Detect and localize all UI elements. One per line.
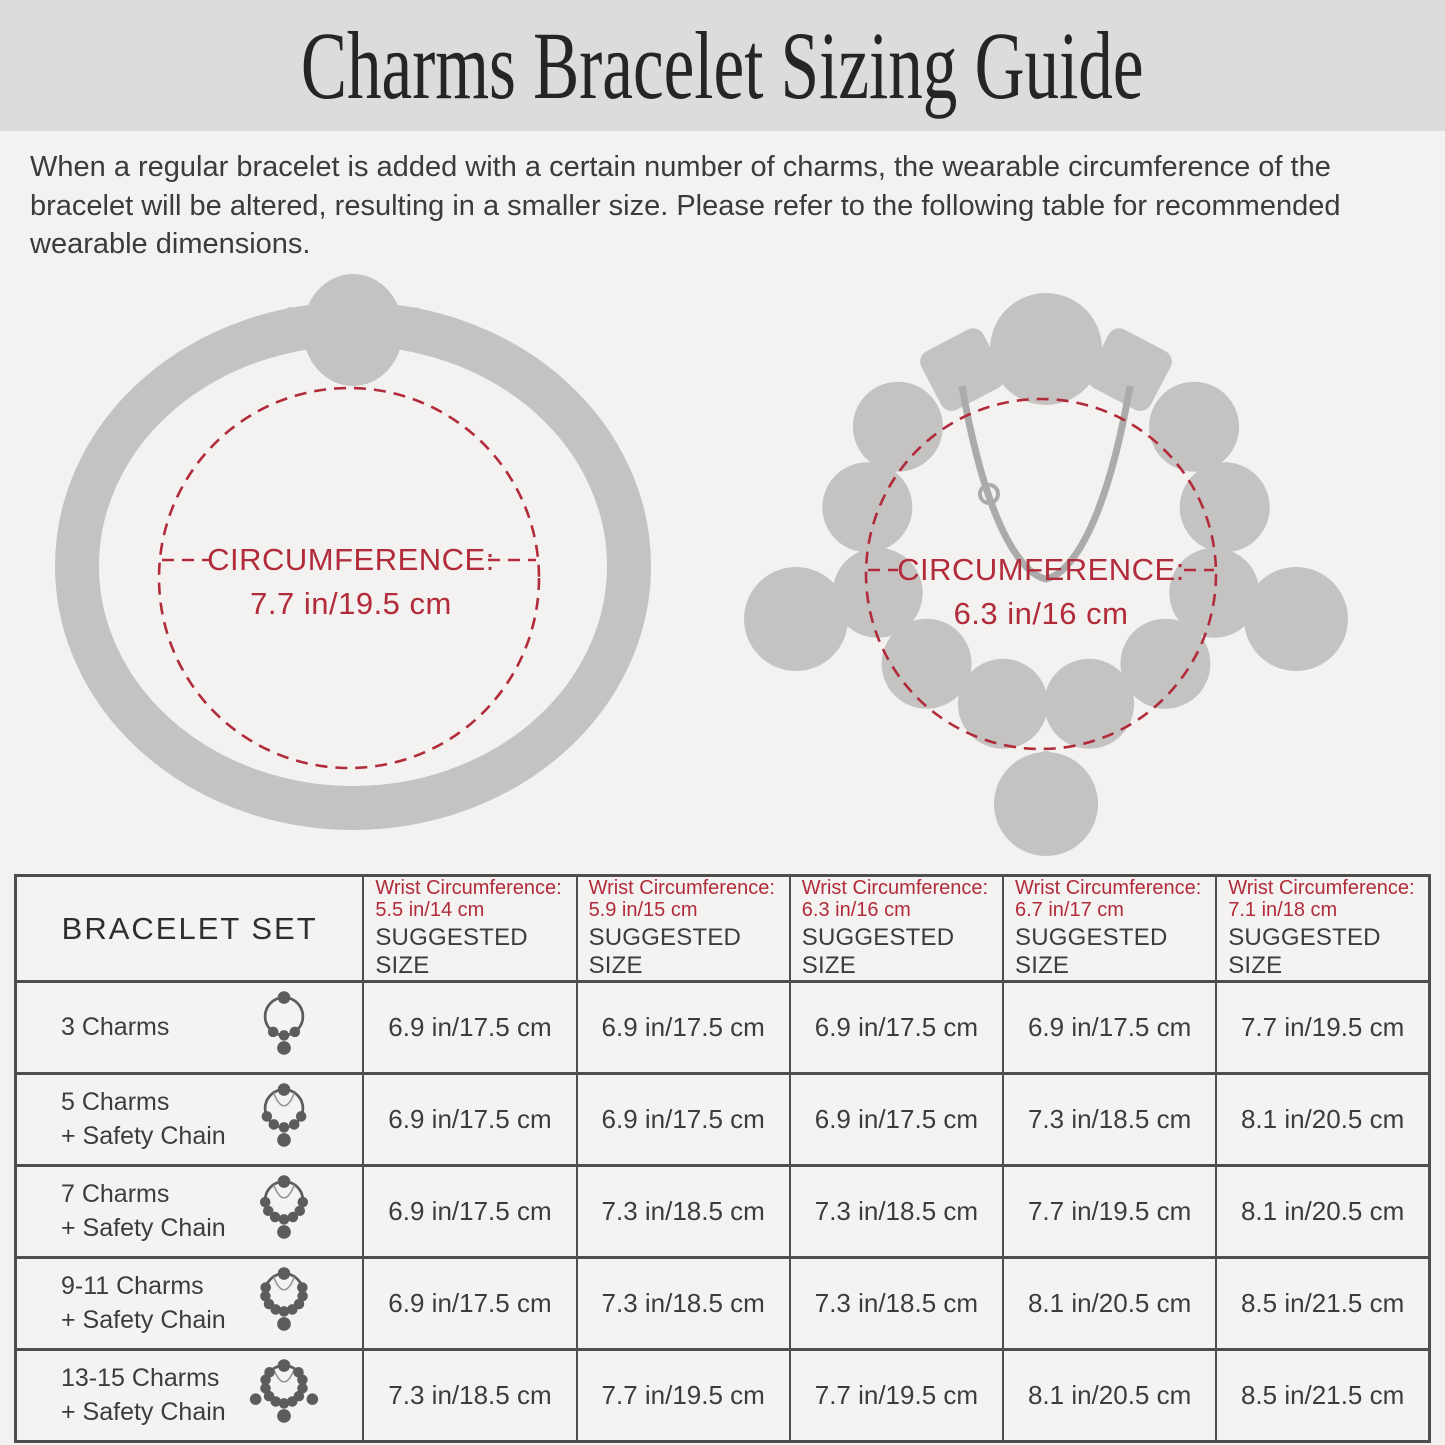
charm-bead (1120, 618, 1210, 708)
wrist-column-header (1003, 875, 1216, 982)
dangle-charm-right (1244, 567, 1348, 671)
bracelet-9-11-charms-safety-chain-icon (244, 1263, 324, 1345)
suggested-size-label: SUGGESTED SIZE (588, 924, 742, 980)
suggested-size-cell: 7.3 in/18.5 cm (577, 1166, 790, 1258)
suggested-size-cell: 7.7 in/19.5 cm (1216, 982, 1429, 1074)
row-label-group (61, 1270, 226, 1338)
suggested-size-cell: 8.1 in/20.5 cm (1216, 1074, 1429, 1166)
plain-bracelet-diagram (55, 274, 655, 834)
safety-chain-shape (962, 386, 1130, 579)
suggested-size-cell: 8.1 in/20.5 cm (1003, 1258, 1216, 1350)
suggested-size-cell: 8.5 in/21.5 cm (1216, 1258, 1429, 1350)
dangle-charm-bottom (994, 752, 1098, 856)
row-label: 5 Charms (61, 1088, 170, 1117)
wrist-circumference-label: Wrist Circumference: 6.7 in/17 cm (1015, 876, 1202, 922)
suggested-size-cell: 6.9 in/17.5 cm (363, 1074, 576, 1166)
suggested-size-cell: 6.9 in/17.5 cm (790, 1074, 1003, 1166)
charm-bead (1044, 658, 1134, 748)
suggested-size-cell: 6.9 in/17.5 cm (1003, 982, 1216, 1074)
suggested-size-label: SUGGESTED SIZE (375, 924, 528, 980)
row-label: 13-15 Charms (61, 1364, 220, 1393)
row-label-group (61, 1011, 169, 1045)
suggested-size-cell: 8.5 in/21.5 cm (1216, 1350, 1429, 1442)
diagrams-row (0, 270, 1445, 874)
suggested-size-label: SUGGESTED SIZE (801, 924, 955, 980)
bracelet-set-cell (16, 1258, 364, 1350)
bracelet-7-charms-safety-chain-icon (244, 1171, 324, 1253)
row-label-group (61, 1086, 226, 1154)
row-label-group (61, 1362, 226, 1430)
circumference-value: 7.7 in/19.5 cm (249, 585, 452, 621)
table-header-row (16, 875, 1430, 982)
bracelet-5-charms-safety-chain-icon (244, 1079, 324, 1161)
suggested-size-cell: 6.9 in/17.5 cm (790, 982, 1003, 1074)
wrist-circumference-label: Wrist Circumference: 7.1 in/18 cm (1228, 876, 1415, 922)
page-title: Charms Bracelet Sizing Guide (301, 11, 1144, 119)
title-band (0, 0, 1445, 131)
bracelet-set-cell (16, 982, 364, 1074)
suggested-size-cell: 7.3 in/18.5 cm (363, 1350, 576, 1442)
suggested-size-cell: 6.9 in/17.5 cm (363, 982, 576, 1074)
table-row (16, 982, 1430, 1074)
suggested-size-cell: 7.7 in/19.5 cm (790, 1350, 1003, 1442)
circumference-value: 6.3 in/16 cm (953, 595, 1128, 631)
sizing-table (14, 874, 1431, 1444)
charm-bead (852, 381, 942, 471)
row-sublabel: + Safety Chain (61, 1121, 226, 1150)
dangle-charm-left (744, 567, 848, 671)
table-row (16, 1258, 1430, 1350)
table-row (16, 1350, 1430, 1442)
suggested-size-label: SUGGESTED SIZE (1228, 924, 1381, 980)
bracelet-3-charms-icon (244, 987, 324, 1069)
clasp-shape (303, 274, 403, 386)
row-sublabel: + Safety Chain (61, 1397, 226, 1426)
row-label-group (61, 1178, 226, 1246)
table-row (16, 1074, 1430, 1166)
row-sublabel: + Safety Chain (61, 1213, 226, 1242)
bracelet-set-cell (16, 1074, 364, 1166)
suggested-size-cell: 6.9 in/17.5 cm (363, 1258, 576, 1350)
suggested-size-label: SUGGESTED SIZE (1015, 924, 1168, 980)
intro-text: When a regular bracelet is added with a certain number of charms, the wearable circumference of the bracelet will be altered, resulting in a smaller size. Please refer to the following table for recommended wearable dimensions. (30, 151, 1341, 261)
wrist-circumference-label: Wrist Circumference: 5.9 in/15 cm (588, 876, 775, 922)
charm-bead (1179, 462, 1269, 552)
row-label: 7 Charms (61, 1180, 170, 1209)
table-row (16, 1166, 1430, 1258)
wrist-circumference-label: Wrist Circumference: 5.5 in/14 cm (375, 876, 562, 922)
row-label: 3 Charms (61, 1013, 170, 1042)
bracelet-13-15-charms-safety-chain-icon (244, 1355, 324, 1437)
charm-bead (1149, 381, 1239, 471)
row-sublabel: + Safety Chain (61, 1305, 226, 1334)
suggested-size-cell: 6.9 in/17.5 cm (363, 1166, 576, 1258)
suggested-size-cell: 6.9 in/17.5 cm (577, 982, 790, 1074)
suggested-size-cell: 7.7 in/19.5 cm (577, 1350, 790, 1442)
suggested-size-cell: 6.9 in/17.5 cm (577, 1074, 790, 1166)
wrist-column-header (1216, 875, 1429, 982)
bracelet-set-header: BRACELET SET (16, 875, 364, 982)
row-label: 9-11 Charms (61, 1272, 204, 1301)
suggested-size-cell: 7.3 in/18.5 cm (790, 1258, 1003, 1350)
circumference-label: CIRCUMFERENCE: (896, 551, 1185, 587)
suggested-size-cell: 7.3 in/18.5 cm (1003, 1074, 1216, 1166)
suggested-size-cell: 8.1 in/20.5 cm (1003, 1350, 1216, 1442)
suggested-size-cell: 7.3 in/18.5 cm (577, 1258, 790, 1350)
wrist-circumference-label: Wrist Circumference: 6.3 in/16 cm (801, 876, 989, 922)
wrist-column-header (577, 875, 790, 982)
charm-bead (822, 462, 912, 552)
circumference-label: CIRCUMFERENCE: (206, 541, 495, 577)
suggested-size-cell: 8.1 in/20.5 cm (1216, 1166, 1429, 1258)
wrist-column-header (363, 875, 576, 982)
bracelet-set-cell (16, 1166, 364, 1258)
suggested-size-cell: 7.3 in/18.5 cm (790, 1166, 1003, 1258)
charm-bracelet-diagram (701, 274, 1391, 874)
wrist-column-header (790, 875, 1003, 982)
suggested-size-cell: 7.7 in/19.5 cm (1003, 1166, 1216, 1258)
charm-bead (990, 293, 1102, 405)
charm-beads-ring (822, 293, 1269, 749)
circumference-dash-circle (159, 388, 539, 768)
bracelet-set-cell (16, 1350, 364, 1442)
